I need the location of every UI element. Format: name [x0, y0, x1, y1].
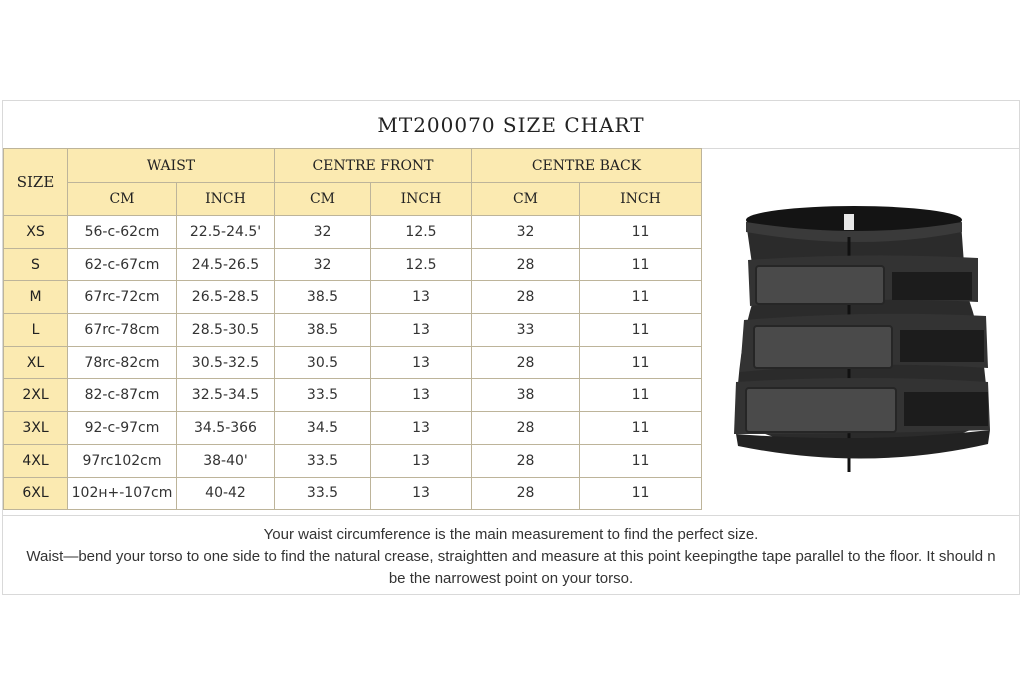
back-cm-cell: 28: [472, 412, 580, 445]
back-cm-cell: 32: [472, 216, 580, 249]
centre-front-header: CENTRE FRONT: [275, 149, 472, 183]
back-cm-cell: 28: [472, 444, 580, 477]
front-inch-cell: 13: [371, 444, 472, 477]
front-inch-cell: 13: [371, 379, 472, 412]
waist-cm-cell: 56-c-62cm: [68, 216, 177, 249]
back-inch-cell: 11: [580, 477, 702, 510]
note-line: Your waist circumference is the main measurement to find the perfect size.: [263, 526, 759, 543]
front-cm-cell: 33.5: [275, 379, 371, 412]
front-cm-header: CM: [275, 183, 371, 216]
size-cell: XL: [4, 346, 68, 379]
back-inch-header: INCH: [580, 183, 702, 216]
waist-cm-cell: 102н+-107cm: [68, 477, 177, 510]
size-cell: 3XL: [4, 412, 68, 445]
back-cm-cell: 28: [472, 346, 580, 379]
sizing-notes: [3, 515, 1019, 590]
front-cm-cell: 38.5: [275, 314, 371, 347]
back-inch-cell: 11: [580, 281, 702, 314]
table-row: [4, 477, 702, 510]
front-inch-cell: 13: [371, 314, 472, 347]
back-cm-cell: 38: [472, 379, 580, 412]
back-inch-cell: 11: [580, 346, 702, 379]
front-inch-cell: 12.5: [371, 216, 472, 249]
waist-cm-cell: 62-c-67cm: [68, 248, 177, 281]
size-cell: 2XL: [4, 379, 68, 412]
waist-cm-cell: 92-c-97cm: [68, 412, 177, 445]
size-cell: S: [4, 248, 68, 281]
chart-title: MT200070 SIZE CHART: [3, 101, 1019, 149]
front-inch-cell: 13: [371, 346, 472, 379]
waist-cm-cell: 78rc-82cm: [68, 346, 177, 379]
size-table: [3, 148, 702, 510]
front-inch-header: INCH: [371, 183, 472, 216]
note-line: be the narrowest point on your torso.: [388, 570, 634, 587]
front-cm-cell: 32: [275, 248, 371, 281]
waist-inch-cell: 34.5-366: [177, 412, 275, 445]
note-line: Waist—bend your torso to one side to find the natural crease, straightten and measure at this point keepingthe tape parallel to the floor. It should n: [26, 548, 996, 565]
front-cm-cell: 33.5: [275, 477, 371, 510]
product-image-panel: [702, 148, 1020, 515]
waist-cm-cell: 97rc102cm: [68, 444, 177, 477]
centre-back-header: CENTRE BACK: [472, 149, 702, 183]
table-row: [4, 412, 702, 445]
waist-inch-cell: 24.5-26.5: [177, 248, 275, 281]
table-row: [4, 444, 702, 477]
table-row: [4, 346, 702, 379]
front-cm-cell: 30.5: [275, 346, 371, 379]
back-inch-cell: 11: [580, 216, 702, 249]
front-inch-cell: 13: [371, 477, 472, 510]
size-cell: L: [4, 314, 68, 347]
front-inch-cell: 12.5: [371, 248, 472, 281]
waist-inch-cell: 30.5-32.5: [177, 346, 275, 379]
size-cell: 4XL: [4, 444, 68, 477]
front-cm-cell: 34.5: [275, 412, 371, 445]
front-cm-cell: 38.5: [275, 281, 371, 314]
back-inch-cell: 11: [580, 444, 702, 477]
waist-inch-cell: 32.5-34.5: [177, 379, 275, 412]
back-cm-cell: 33: [472, 314, 580, 347]
waist-inch-cell: 22.5-24.5': [177, 216, 275, 249]
front-inch-cell: 13: [371, 412, 472, 445]
table-row: [4, 379, 702, 412]
waist-inch-header: INCH: [177, 183, 275, 216]
table-row: [4, 281, 702, 314]
waist-cm-header: CM: [68, 183, 177, 216]
size-chart: [2, 100, 1020, 595]
waist-cm-cell: 67rc-72cm: [68, 281, 177, 314]
waist-inch-cell: 40-42: [177, 477, 275, 510]
front-inch-cell: 13: [371, 281, 472, 314]
waist-inch-cell: 38-40': [177, 444, 275, 477]
waist-inch-cell: 26.5-28.5: [177, 281, 275, 314]
back-inch-cell: 11: [580, 314, 702, 347]
waist-cm-cell: 82-c-87cm: [68, 379, 177, 412]
table-row: [4, 248, 702, 281]
size-column-header: SIZE: [4, 149, 68, 216]
front-cm-cell: 32: [275, 216, 371, 249]
back-cm-cell: 28: [472, 477, 580, 510]
table-row: [4, 216, 702, 249]
waist-inch-cell: 28.5-30.5: [177, 314, 275, 347]
back-inch-cell: 11: [580, 248, 702, 281]
front-cm-cell: 33.5: [275, 444, 371, 477]
size-cell: 6XL: [4, 477, 68, 510]
back-cm-header: CM: [472, 183, 580, 216]
waist-header: WAIST: [68, 149, 275, 183]
size-cell: XS: [4, 216, 68, 249]
waist-cm-cell: 67rc-78cm: [68, 314, 177, 347]
back-inch-cell: 11: [580, 412, 702, 445]
back-cm-cell: 28: [472, 248, 580, 281]
back-cm-cell: 28: [472, 281, 580, 314]
back-inch-cell: 11: [580, 379, 702, 412]
table-row: [4, 314, 702, 347]
size-cell: M: [4, 281, 68, 314]
waist-trainer-belt-image: [716, 182, 1006, 482]
